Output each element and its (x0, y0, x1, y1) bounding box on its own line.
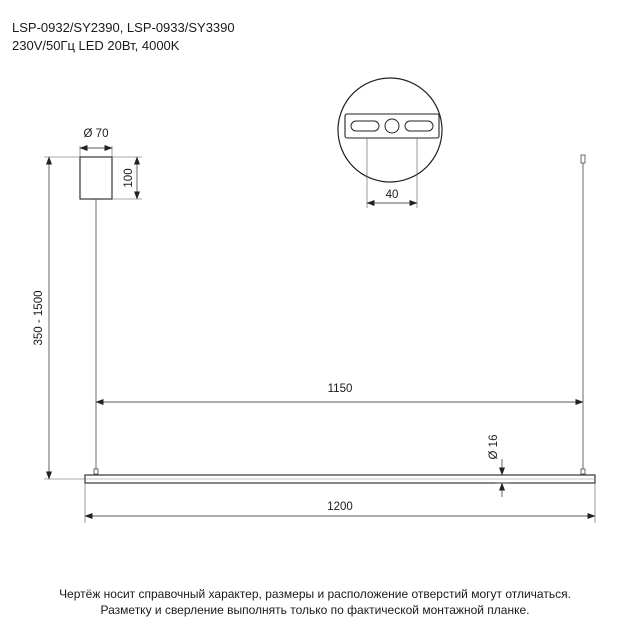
cable-clamp-right (581, 469, 585, 474)
total-length-label: 1200 (327, 501, 353, 513)
mount-spacing-label: 1150 (327, 383, 353, 395)
cable-clamp-left (94, 469, 98, 474)
disclaimer-line-1: Чертёж носит справочный характер, размеры и расположение отверстий могут отличаться. (59, 587, 571, 601)
suspension-range-dimension (33, 157, 85, 479)
electrical-specs: 230V/50Гц LED 20Вт, 4000K (12, 38, 180, 53)
mounting-plate-detail (338, 78, 442, 208)
mount-spacing-dimension (96, 383, 583, 402)
plate-center-hole (385, 119, 399, 133)
canopy-diameter-label: Ø 70 (83, 128, 109, 140)
canopy-height-label: 100 (123, 168, 135, 188)
canopy (80, 128, 142, 199)
hole-spacing-label: 40 (385, 189, 399, 201)
suspension-range-label: 350 - 1500 (33, 290, 45, 346)
plate-slot-left (351, 121, 379, 131)
plate-slot-right (405, 121, 433, 131)
canopy-body (80, 157, 112, 199)
cable-top-fitting-right (581, 155, 585, 163)
profile-diameter-label: Ø 16 (488, 434, 500, 460)
total-length-dimension (85, 483, 595, 523)
profile-diameter-dimension (488, 435, 510, 497)
disclaimer-line-2: Разметку и сверление выполнять только по фактической монтажной планке. (100, 603, 530, 617)
model-numbers: LSP-0932/SY2390, LSP-0933/SY3390 (12, 20, 235, 35)
